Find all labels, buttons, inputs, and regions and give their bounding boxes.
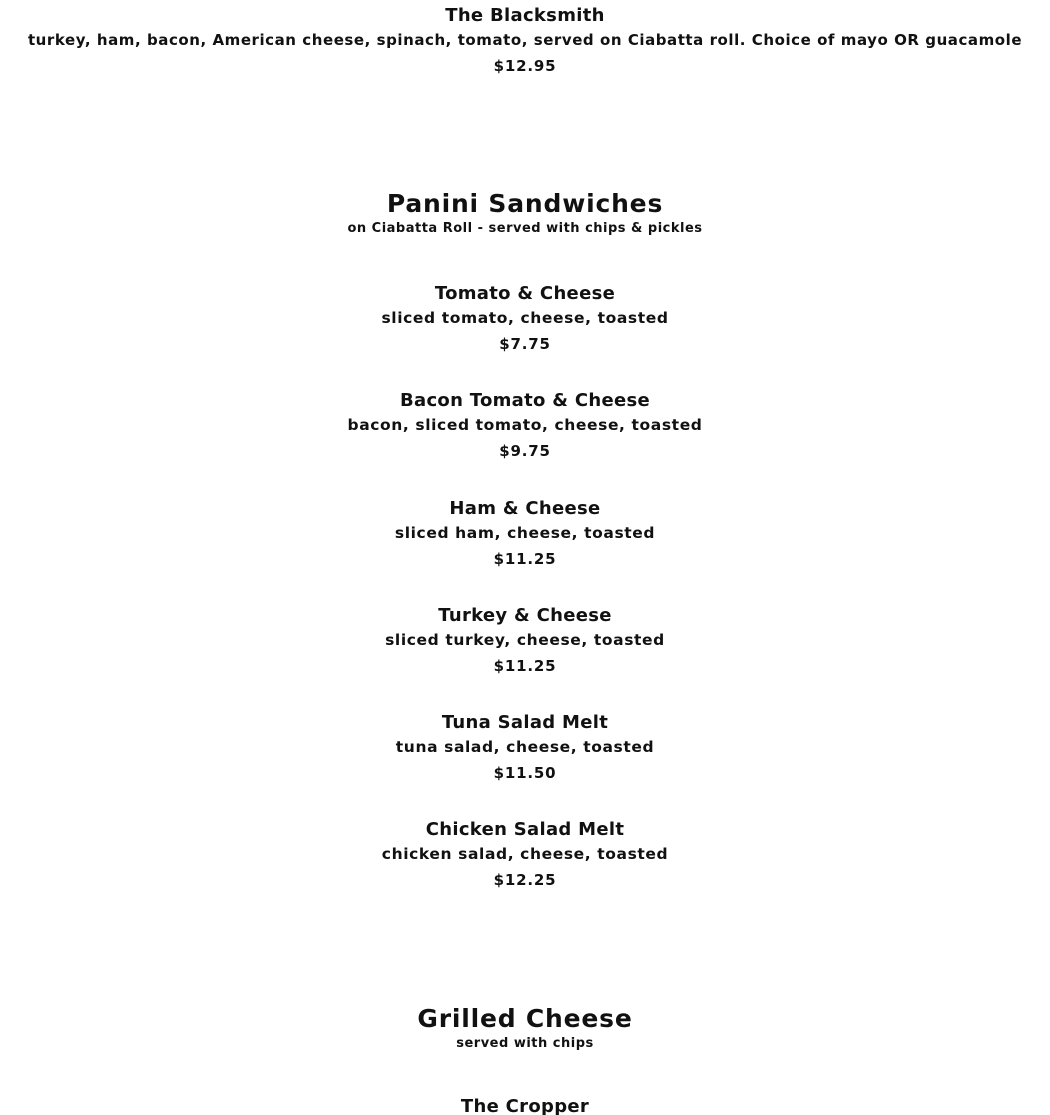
item-price: $11.50 [493, 764, 557, 783]
item-name: Turkey & Cheese [438, 604, 612, 626]
menu-item [0, 389, 1050, 496]
item-description: turkey, ham, bacon, American cheese, spinach, tomato, served on Ciabatta roll. Choice of mayo OR guacamole [27, 31, 1023, 49]
item-price: $9.75 [499, 442, 551, 461]
section-header-grilled-cheese [0, 1003, 1050, 1053]
section-title: Grilled Cheese [417, 1004, 633, 1033]
item-name: Bacon Tomato & Cheese [399, 390, 650, 412]
item-name: The Cropper [460, 1096, 590, 1115]
item-name: Ham & Cheese [449, 497, 601, 519]
item-name: Tomato & Cheese [434, 283, 616, 304]
menu-item [0, 497, 1050, 604]
section-subtitle: on Ciabatta Roll - served with chips & pickles [347, 221, 703, 236]
item-description: sliced ham, cheese, toasted [394, 523, 656, 542]
item-price: $12.25 [493, 871, 557, 890]
menu-item [0, 711, 1050, 818]
section-subtitle: served with chips [456, 1036, 594, 1051]
item-name: Tuna Salad Melt [441, 712, 609, 734]
section-header-panini [0, 188, 1050, 238]
item-description: sliced turkey, cheese, toasted [385, 630, 665, 649]
menu-item [0, 818, 1050, 925]
menu-item [0, 282, 1050, 389]
item-description: chicken salad, cheese, toasted [381, 845, 669, 864]
item-description: bacon, sliced tomato, cheese, toasted [347, 416, 703, 435]
item-description: sliced tomato, cheese, toasted [381, 309, 669, 327]
item-price: $11.25 [493, 549, 557, 568]
item-description: tuna salad, cheese, toasted [395, 738, 655, 757]
item-price: $12.95 [493, 57, 557, 75]
item-name: Chicken Salad Melt [425, 819, 625, 841]
menu-item-the-cropper [0, 1095, 1050, 1115]
item-price: $7.75 [499, 335, 551, 353]
menu-item-the-blacksmith [0, 4, 1050, 78]
item-price: $11.25 [493, 656, 557, 675]
section-title: Panini Sandwiches [386, 189, 664, 218]
menu-item [0, 604, 1050, 711]
item-name: The Blacksmith [445, 5, 605, 26]
panini-item-list [0, 282, 1050, 926]
